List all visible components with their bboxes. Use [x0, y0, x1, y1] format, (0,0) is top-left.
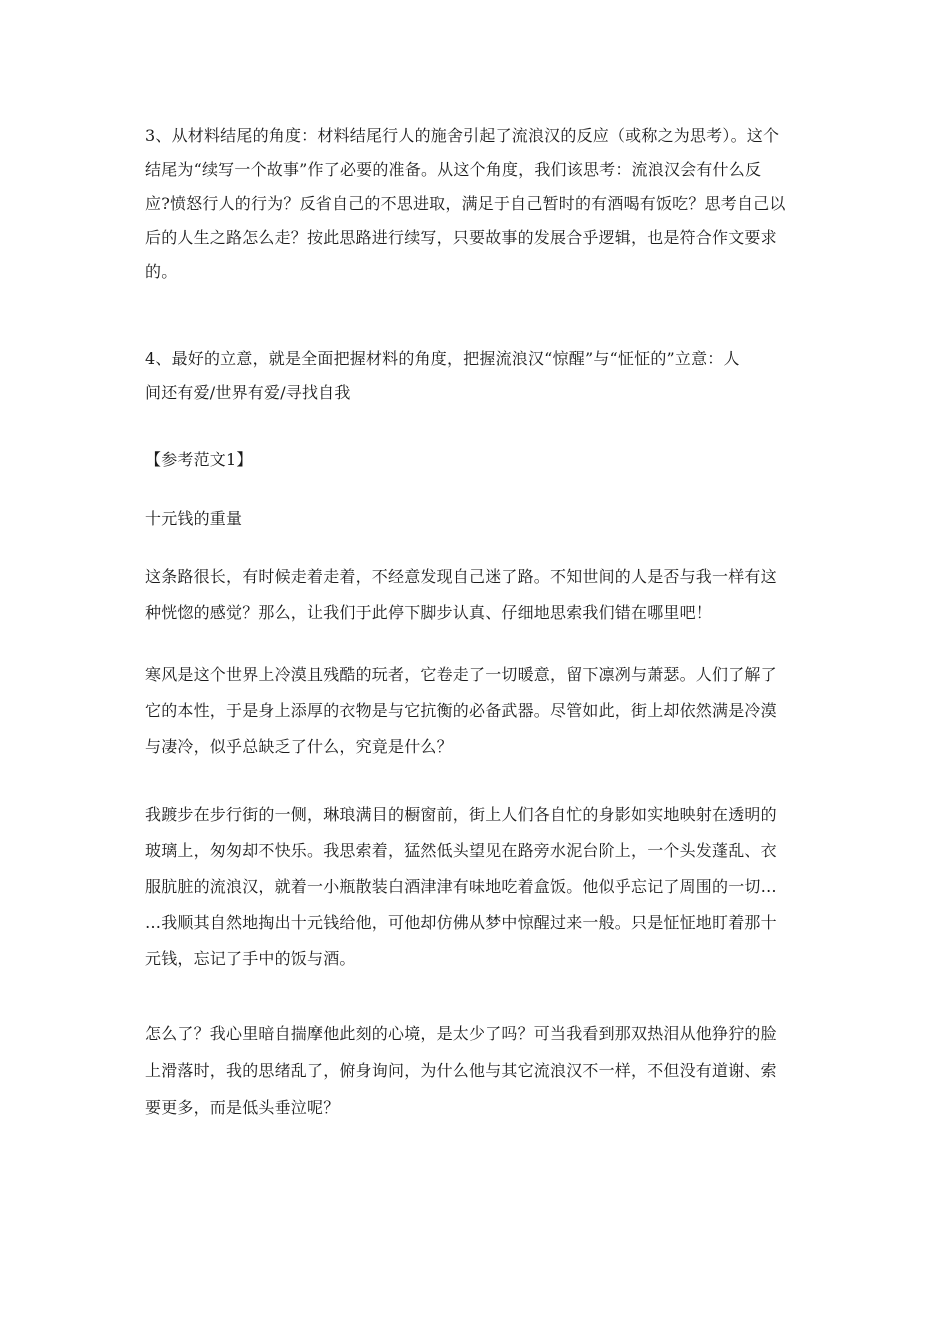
text-line: 4、最好的立意，就是全面把握材料的角度，把握流浪汉“惊醒”与“怔怔的”立意：人 — [145, 349, 740, 368]
text-line: 怎么了？我心里暗自揣摩他此刻的心境，是太少了吗？可当我看到那双热泪从他狰狞的脸 — [145, 1024, 777, 1043]
text-line: 寒风是这个世界上冷漠且残酷的玩者，它卷走了一切暖意，留下凛冽与萧瑟。人们了解了 — [145, 665, 777, 684]
text-line: 元钱，忘记了手中的饭与酒。 — [145, 949, 356, 968]
text-line: 与凄冷，似乎总缺乏了什么，究竟是什么？ — [145, 737, 453, 756]
essay-paragraph-4 — [145, 1015, 810, 1126]
text-line: 后的人生之路怎么走？按此思路进行续写，只要故事的发展合乎逻辑，也是符合作文要求 — [145, 228, 777, 247]
text-line: 3、从材料结尾的角度：材料结尾行人的施舍引起了流浪汉的反应（或称之为思考）。这个 — [145, 126, 780, 145]
text-line: 间还有爱/世界有爱/寻找自我 — [145, 383, 351, 402]
text-line: …我顺其自然地掏出十元钱给他，可他却仿佛从梦中惊醒过来一般。只是怔怔地盯着那十 — [145, 913, 777, 932]
reference-heading — [145, 443, 810, 477]
point-3-paragraph — [145, 119, 810, 289]
text-line: 服肮脏的流浪汉，就着一小瓶散装白酒津津有味地吃着盒饭。他似乎忘记了周围的一切… — [145, 877, 777, 896]
essay-paragraph-1 — [145, 559, 810, 631]
text-line: 上滑落时，我的思绪乱了，俯身询问，为什么他与其它流浪汉不一样，不但没有道谢、索 — [145, 1061, 777, 1080]
point-4-paragraph — [145, 342, 810, 410]
text-line: 应?愤怒行人的行为？反省自己的不思进取，满足于自己暂时的有酒喝有饭吃？思考自己以 — [145, 194, 786, 213]
text-line: 它的本性，于是身上添厚的衣物是与它抗衡的必备武器。尽管如此，街上却依然满是冷漠 — [145, 701, 777, 720]
essay-title — [145, 502, 810, 536]
text-line: 我踱步在步行街的一侧，琳琅满目的橱窗前，街上人们各自忙的身影如实地映射在透明的 — [145, 805, 777, 824]
essay-title-text: 十元钱的重量 — [145, 509, 243, 528]
text-line: 结尾为“续写一个故事”作了必要的准备。从这个角度，我们该思考：流浪汉会有什么反 — [145, 160, 762, 179]
text-line: 这条路很长，有时候走着走着，不经意发现自己迷了路。不知世间的人是否与我一样有这 — [145, 567, 777, 586]
essay-paragraph-3 — [145, 797, 810, 977]
text-line: 要更多，而是低头垂泣呢？ — [145, 1098, 340, 1117]
reference-heading-text: 【参考范文1】 — [145, 450, 253, 469]
essay-paragraph-2 — [145, 657, 810, 765]
text-line: 玻璃上，匆匆却不快乐。我思索着，猛然低头望见在路旁水泥台阶上，一个头发蓬乱、衣 — [145, 841, 777, 860]
text-line: 种恍惚的感觉？那么，让我们于此停下脚步认真、仔细地思索我们错在哪里吧！ — [145, 603, 713, 622]
text-line: 的。 — [145, 262, 178, 281]
